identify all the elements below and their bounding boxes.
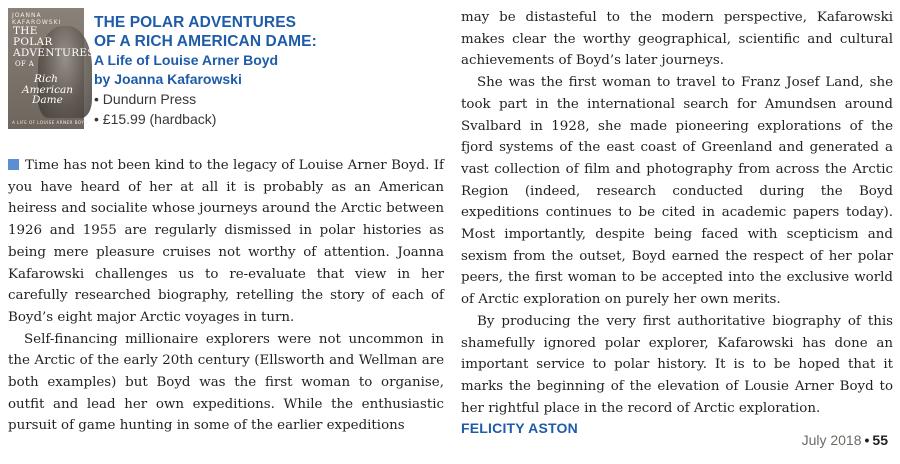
book-publisher: • Dundurn Press [94,91,197,107]
cover-title-italic: Rich American Dame [22,73,74,106]
issue-date: July 2018 [801,432,862,448]
book-author: by Joanna Kafarowski [94,71,242,87]
book-price: • £15.99 (hardback) [94,111,217,127]
book-title-line-2: OF A RICH AMERICAN DAME: [94,33,317,50]
right-column [461,7,893,438]
book-cover-image [8,8,95,129]
cover-subtitle: A LIFE OF LOUISE ARNER BOYD [12,120,88,125]
paragraph-2: Self-financing millionaire explorers were not uncommon in the Arctic of the early 20th century (Ellsworth and Wellman are both examples) but Boyd was the first woman to organise, outfit and lead her own expeditions. While the enthusiastic pursuit of game hunting in some of the earlier expeditions [8,331,444,434]
paragraph-3: She was the first woman to travel to Franz Josef Land, she took part in the international search for Amundsen around Svalbard in 1928, she made pioneering explorations of the fjord systems of the east coast of Greenland and generated a vast collection of film and photography from across the Arctic Region (indeed, research conducted during the Boyd expeditions continues to be cited in academic papers today). Most importantly, despite being faced with scepticism and sexism from the outset, Boyd earned the respect of her polar peers, the first woman to be accepted into the exclusive world of Arctic exploration on purely her own merits. [461,75,893,308]
page-footer [802,432,888,448]
reviewer-signature: FELICITY ASTON [461,420,578,437]
cover-author: JOANNA KAFAROWSKI [12,12,62,26]
book-title-line-1: THE POLAR ADVENTURES [94,14,297,31]
page-number: 55 [872,432,888,448]
paragraph-2-continued: may be distasteful to the modern perspective, Kafarowski makes clear the worthy geographical, scientific and cultural achievements of Boyd’s later journeys. [461,10,893,69]
bullet-separator: • [864,432,870,448]
paragraph-4: By producing the very first authoritative biography of this shamefully ignored polar explorer, Kafarowski has done an important service to polar history. It is to be hoped that it marks the beginning of the elevation of Lousie Arner Boyd to her rightful place in the record of Arctic exploration. [461,313,893,416]
cover-title: THE POLAR ADVENTURES OF A [13,25,95,68]
section-marker-square [8,159,19,170]
paragraph-1: Time has not been kind to the legacy of Louise Arner Boyd. If you have heard of her at all it is probably as an American heiress and socialite whose journeys around the Arctic between 1926 and 1955 are regularly dismissed in polar histories as being mere pleasure cruises not worthy of attention. Joanna Kafarowski challenges us to re-evaluate that view in her carefully researched biography, retelling the story of each of Boyd’s eight major Arctic voyages in turn. [8,158,444,325]
left-column [8,155,444,437]
book-subtitle: A Life of Louise Arner Boyd [94,52,279,68]
review-header [94,13,444,129]
